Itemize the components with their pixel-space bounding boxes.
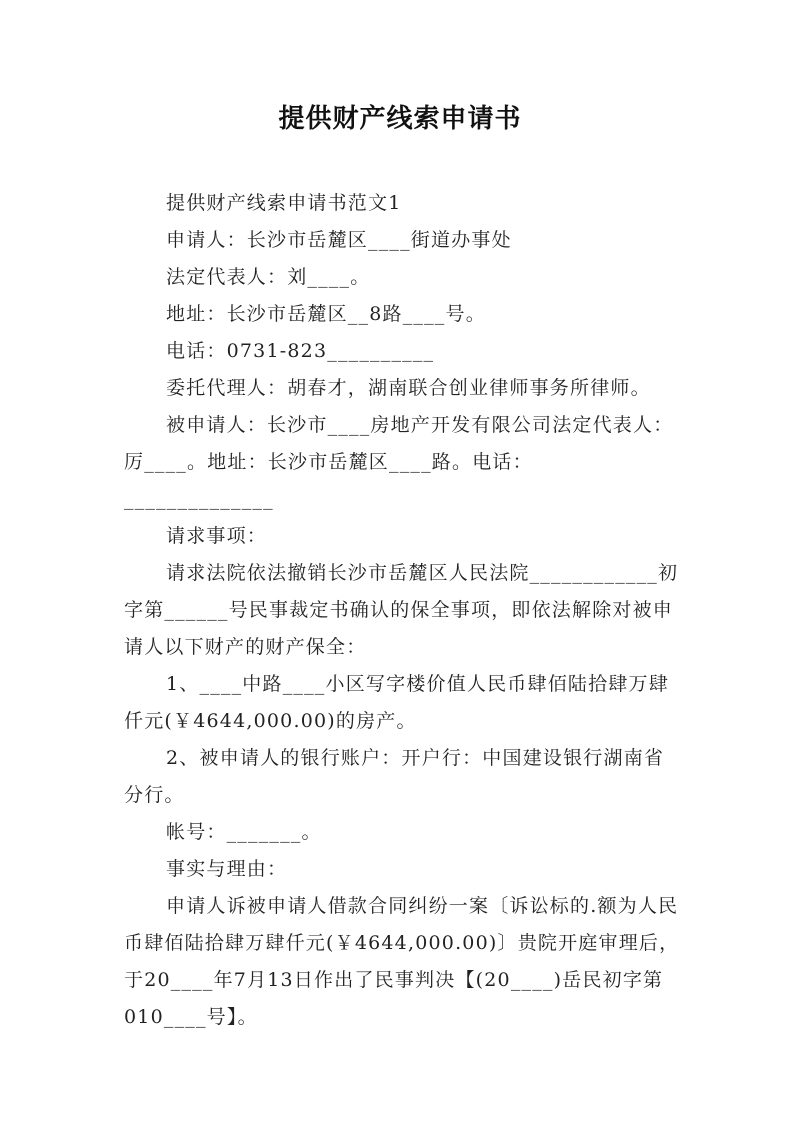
paragraph-item-1: 1、____中路____小区写字楼价值人民币肆佰陆拾肆万肆仟元(￥4644,000.00)的房产。 — [124, 673, 669, 732]
paragraph-facts-body: 申请人诉被申请人借款合同纠纷一案〔诉讼标的.额为人民币肆佰陆拾肆万肆仟元(￥4644,000.00)〕贵院开庭审理后，于20____年7月13日作出了民事判决【(20____)岳民初字第010____号】。 — [124, 895, 680, 1028]
paragraph-phone: 电话：0731-823__________ — [166, 340, 435, 362]
paragraph-facts-heading: 事实与理由： — [166, 858, 288, 880]
paragraph-sample-heading: 提供财产线索申请书范文1 — [166, 192, 402, 214]
paragraph-item-2: 2、被申请人的银行账户：开户行：中国建设银行湖南省分行。 — [124, 747, 665, 806]
paragraph-agent: 委托代理人：胡春才，湖南联合创业律师事务所律师。 — [166, 377, 651, 399]
paragraph-account-number: 帐号：_______。 — [166, 821, 322, 843]
paragraph-request-body: 请求法院依法撤销长沙市岳麓区人民法院____________初字第______号民事裁定书确认的保全事项，即依法解除对被申请人以下财产的财产保全： — [124, 562, 679, 658]
document-body — [124, 185, 680, 1036]
paragraph-legal-representative: 法定代表人：刘____。 — [166, 266, 371, 288]
paragraph-request-heading: 请求事项： — [166, 525, 268, 547]
paragraph-address: 地址：长沙市岳麓区__8路____号。 — [166, 303, 486, 325]
document-title: 提供财产线索申请书 — [278, 104, 522, 134]
paragraph-respondent: 被申请人：长沙市____房地产开发有限公司法定代表人：厉____。地址：长沙市岳麓区____路。电话：______________ — [124, 414, 674, 510]
paragraph-applicant: 申请人：长沙市岳麓区____街道办事处 — [166, 229, 512, 251]
